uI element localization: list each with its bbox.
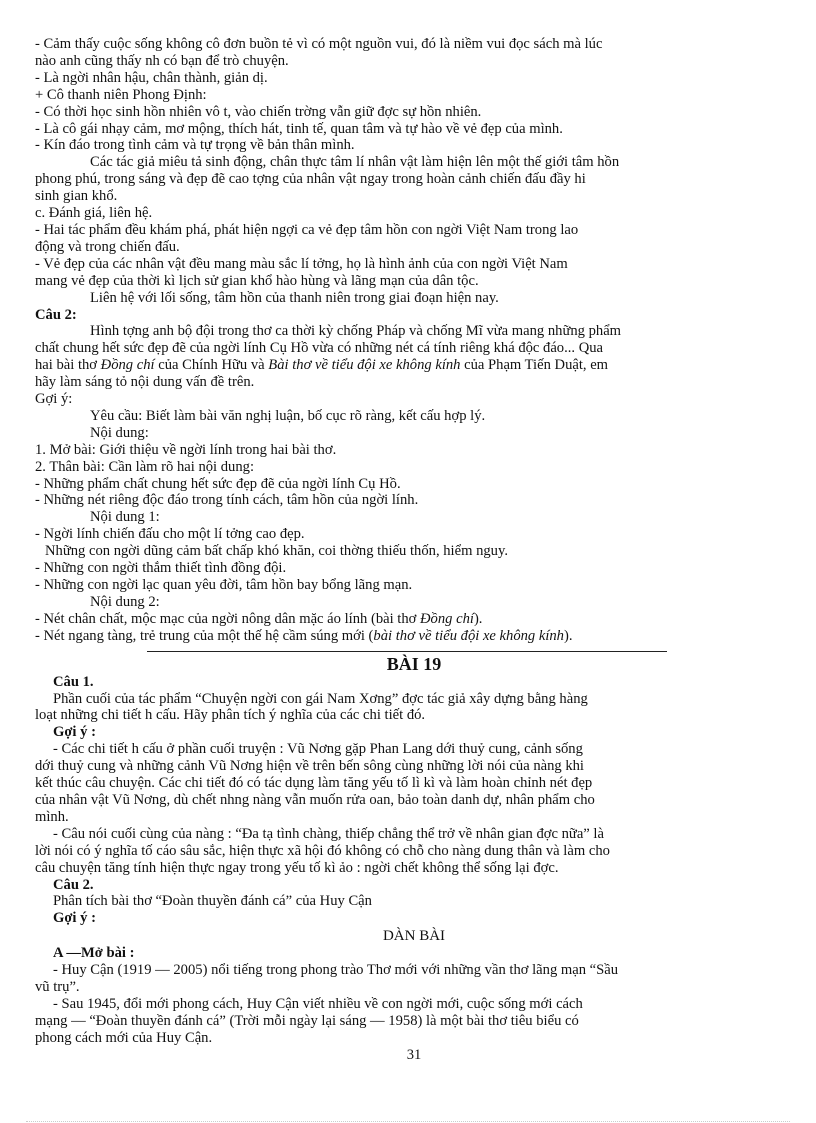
text-line: Nội dung 2: — [90, 593, 160, 610]
text-line: - Sau 1945, đổi mới phong cách, Huy Cận viết nhiều về con ngời mới, cuộc sống mới cách — [53, 995, 583, 1012]
text-line: - Câu nói cuối cùng của nàng : “Đa tạ tình chàng, thiếp chẳng thể trở về nhân gian đợc nữa” là — [53, 825, 604, 842]
text-line: + Cô thanh niên Phong Định: — [35, 86, 207, 103]
poem-title: Đồng chí — [420, 610, 474, 627]
question-heading: Câu 1. — [53, 673, 94, 690]
text-line: Hình tợng anh bộ đội trong thơ ca thời kỳ chống Pháp và chống Mĩ vừa mang những phẩm — [90, 323, 622, 340]
text-line: động và trong chiến đấu. — [35, 238, 180, 255]
poem-title: Đồng chí — [100, 357, 155, 374]
text-line: - Kín đáo trong tình cảm và tự trọng về bản thân mình. — [35, 137, 355, 154]
page-number: 31 — [406, 1046, 422, 1063]
text-line: Phần cuối của tác phẩm “Chuyện ngời con gái Nam Xơng” đợc tác giả xây dựng bằng hàng — [53, 690, 588, 707]
text-line: Nội dung 1: — [90, 509, 160, 526]
text-line: kết thúc câu chuyện. Các chi tiết đó có tác dụng làm tăng yếu tố lì kì và làm hoàn chỉnh nét đẹp — [35, 775, 593, 792]
text-line: Phân tích bài thơ “Đoàn thuyền đánh cá” của Huy Cận — [53, 893, 372, 910]
lesson-title: BÀI 19 — [386, 653, 442, 674]
text-span: - Nét chân chất, mộc mạc của ngời nông dân mặc áo lính (bài thơ — [35, 610, 421, 627]
section-heading: c. Đánh giá, liên hệ. — [35, 205, 153, 222]
text-line: phong phú, trong sáng và đẹp đẽ cao tợng của nhân vật ngay trong hoàn cảnh chiến đấu đầy hi — [35, 171, 586, 188]
text-span: của Chính Hữu và — [154, 357, 269, 374]
text-line: Nội dung: — [90, 424, 149, 441]
hint-heading: Gợi ý : — [53, 910, 96, 927]
text-line: lời nói có ý nghĩa tố cáo sâu sắc, hiện thực xã hội đó không có chỗ cho nàng dung thân và làm cho — [35, 842, 610, 859]
question-heading: Câu 2: — [35, 306, 77, 323]
text-span: của Phạm Tiến Duật, em — [460, 357, 609, 374]
text-line: của nhân vật Vũ Nơng, dù chết nhng nàng vẫn muốn rửa oan, bảo toàn danh dự, nhân phẩm cho — [35, 791, 595, 808]
text-line: 2. Thân bài: Cần làm rõ hai nội dung: — [35, 458, 255, 475]
text-line — [35, 611, 793, 628]
text-line — [35, 357, 793, 374]
text-line: 1. Mở bài: Giới thiệu về ngời lính trong hai bài thơ. — [35, 441, 337, 458]
text-line: phong cách mới của Huy Cận. — [35, 1029, 213, 1046]
text-line: - Những phẩm chất chung hết sức đẹp đẽ của ngời lính Cụ Hồ. — [35, 475, 401, 492]
text-line: mạng — “Đoàn thuyền đánh cá” (Trời mỗi ngày lại sáng — 1958) là một bài thơ tiêu biểu có — [35, 1012, 579, 1029]
hint-heading: Gợi ý: — [35, 391, 73, 408]
text-line: - Những con ngời lạc quan yêu đời, tâm hồn bay bổng lãng mạn. — [35, 577, 413, 593]
text-line: nào anh cũng thấy nh có bạn để trò chuyện. — [35, 52, 289, 69]
text-line: Yêu cầu: Biết làm bài văn nghị luận, bố cục rõ ràng, kết cấu hợp lý. — [90, 407, 486, 424]
text-span: ). — [563, 627, 573, 644]
text-span: - Nét ngang tàng, trẻ trung của một thế hệ cầm súng mới ( — [35, 627, 374, 644]
poem-title: bài thơ về tiểu đội xe không kính — [373, 627, 564, 644]
outline-title: DÀN BÀI — [382, 928, 446, 945]
text-line: mình. — [35, 808, 69, 825]
text-line: - Là cô gái nhạy cảm, mơ mộng, thích hát, tinh tế, quan tâm và tự hào về vẻ đẹp của mình. — [35, 120, 563, 137]
text-line: sinh gian khổ. — [35, 188, 118, 205]
text-line: - Những con ngời thắm thiết tình đồng đội. — [35, 560, 287, 577]
text-line: vũ trụ”. — [35, 979, 80, 996]
text-line: hãy làm sáng tỏ nội dung vấn đề trên. — [35, 374, 255, 391]
text-line: loạt những chi tiết h cấu. Hãy phân tích ý nghĩa của các chi tiết đó. — [35, 707, 426, 724]
text-line: câu chuyện tăng tính hiện thực ngay trong yếu tố kì ảo : ngời chết không thể sống lại đợc. — [35, 859, 559, 876]
text-span: ). — [473, 610, 483, 627]
text-line — [35, 628, 793, 645]
text-line: - Cảm thấy cuộc sống không cô đơn buồn tẻ vì có một nguồn vui, đó là niềm vui đọc sách mà lúc — [35, 36, 603, 52]
section-heading: A —Mở bài : — [53, 945, 135, 962]
text-line: - Ngời lính chiến đấu cho một lí tởng cao đẹp. — [35, 526, 305, 543]
text-line: - Các chi tiết h cấu ở phần cuối truyện : Vũ Nơng gặp Phan Lang dới thuỷ cung, cảnh sống — [53, 741, 583, 758]
text-line: Những con ngời dũng cảm bất chấp khó khăn, coi thờng thiếu thốn, hiểm nguy. — [45, 543, 508, 560]
text-line: Liên hệ với lối sống, tâm hồn của thanh niên trong giai đoạn hiện nay. — [90, 289, 499, 306]
document-page — [35, 36, 793, 1064]
text-line: - Huy Cận (1919 — 2005) nổi tiếng trong phong trào Thơ mới với những vần thơ lãng mạn “Sầu — [53, 962, 619, 979]
hint-heading: Gợi ý : — [53, 724, 96, 741]
text-line: mang vẻ đẹp của thời kì lịch sử gian khổ hào hùng và lãng mạn của dân tộc. — [35, 272, 479, 289]
text-line: - Là ngời nhân hậu, chân thành, giản dị. — [35, 69, 268, 86]
text-line: - Có thời học sinh hồn nhiên vô t, vào chiến trờng vẫn giữ đợc sự hồn nhiên. — [35, 103, 482, 120]
text-line: - Những nét riêng độc đáo trong tính cách, tâm hồn của ngời lính. — [35, 492, 419, 509]
text-line: Các tác giả miêu tả sinh động, chân thực tâm lí nhân vật làm hiện lên một thế giới tâm hồn — [90, 154, 620, 171]
text-line: - Vẻ đẹp của các nhân vật đều mang màu sắc lí tởng, họ là hình ảnh của con ngời Việt Nam — [35, 255, 568, 272]
page-bottom-border — [26, 1121, 790, 1122]
text-line: - Hai tác phẩm đều khám phá, phát hiện ngợi ca vẻ đẹp tâm hồn con ngời Việt Nam trong lao — [35, 221, 579, 238]
text-line: dới thuỷ cung và những cảnh Vũ Nơng hiện về trên bến sông cùng những lời nói của nàng khi — [35, 758, 584, 775]
section-divider — [147, 651, 667, 652]
text-span: hai bài thơ — [35, 357, 101, 374]
text-line: chất chung hết sức đẹp đẽ của ngời lính Cụ Hồ vừa có những nét cá tính riêng khá độc đáo... Qua — [35, 340, 604, 357]
question-heading: Câu 2. — [53, 876, 94, 893]
poem-title: Bài thơ về tiểu đội xe không kính — [268, 357, 461, 374]
